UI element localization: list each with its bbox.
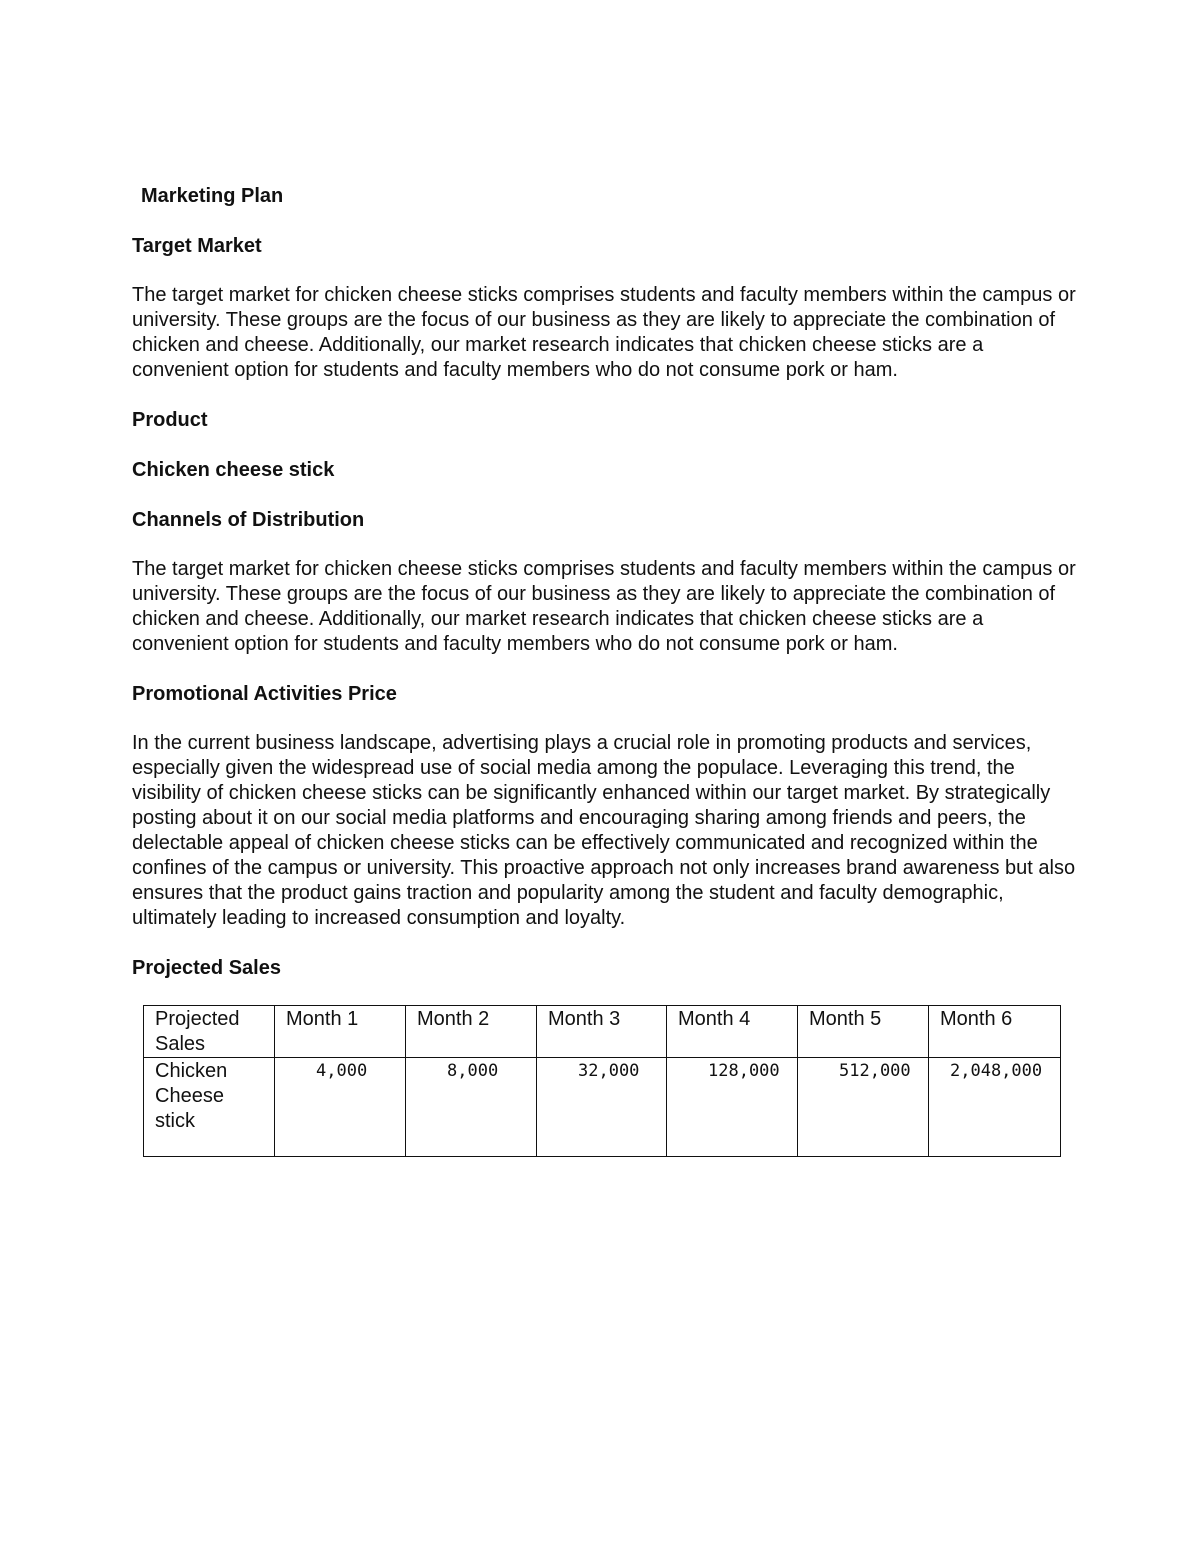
promotion-heading: Promotional Activities Price [132,683,397,705]
table-header-cell: Month 6 [929,1006,1061,1058]
sales-value: 2,048,000 [950,1061,1043,1081]
table-header-cell: Projected Sales [144,1006,275,1058]
distribution-paragraph: The target market for chicken cheese sticks comprises students and faculty members within the campus or university. These groups are the focus of our business as they are likely to appreciate the combination of chicken and cheese. Additionally, our market research indicates that chicken cheese sticks are a convenient option for students and faculty members who do not consume pork or ham. [132,558,1076,655]
sales-value: 128,000 [708,1061,780,1081]
table-header-cell: Month 1 [275,1006,406,1058]
promotion-paragraph: In the current business landscape, advertising plays a crucial role in promoting products and services, especially given the widespread use of social media among the populace. Leveraging this trend, the visibility of chicken cheese sticks can be significantly enhanced within our target market. By strategically posting about it on our social media platforms and encouraging sharing among friends and peers, the delectable appeal of chicken cheese sticks can be effectively communicated and recognized within the confines of the campus or university. This proactive approach not only increases brand awareness but also ensures that the product gains traction and popularity among the student and faculty demographic, ultimately leading to increased consumption and loyalty. [132,732,1076,929]
document-title: Marketing Plan [141,185,284,207]
product-name: Chicken cheese stick [132,459,335,481]
table-header-row [144,1006,1061,1058]
sales-value: 512,000 [839,1061,911,1081]
projected-sales-heading: Projected Sales [132,957,281,979]
table-header-cell: Month 2 [406,1006,537,1058]
table-row-label: Chicken Cheese stick [144,1058,275,1157]
table-cell [798,1058,929,1157]
table-cell [406,1058,537,1157]
table-row [144,1058,1061,1157]
table-cell [537,1058,667,1157]
sales-value: 8,000 [447,1061,499,1081]
sales-value: 32,000 [578,1061,640,1081]
table-header-cell: Month 3 [537,1006,667,1058]
sales-value: 4,000 [316,1061,368,1081]
distribution-heading: Channels of Distribution [132,509,365,531]
target-market-heading: Target Market [132,235,262,257]
projected-sales-table [143,1005,1061,1157]
table-cell [929,1058,1061,1157]
document-content [132,183,1077,1157]
table-cell [667,1058,798,1157]
product-heading: Product [132,409,208,431]
table-header-cell: Month 5 [798,1006,929,1058]
target-market-paragraph: The target market for chicken cheese sticks comprises students and faculty members within the campus or university. These groups are the focus of our business as they are likely to appreciate the combination of chicken and cheese. Additionally, our market research indicates that chicken cheese sticks are a convenient option for students and faculty members who do not consume pork or ham. [132,284,1076,381]
table-cell [275,1058,406,1157]
table-header-cell: Month 4 [667,1006,798,1058]
